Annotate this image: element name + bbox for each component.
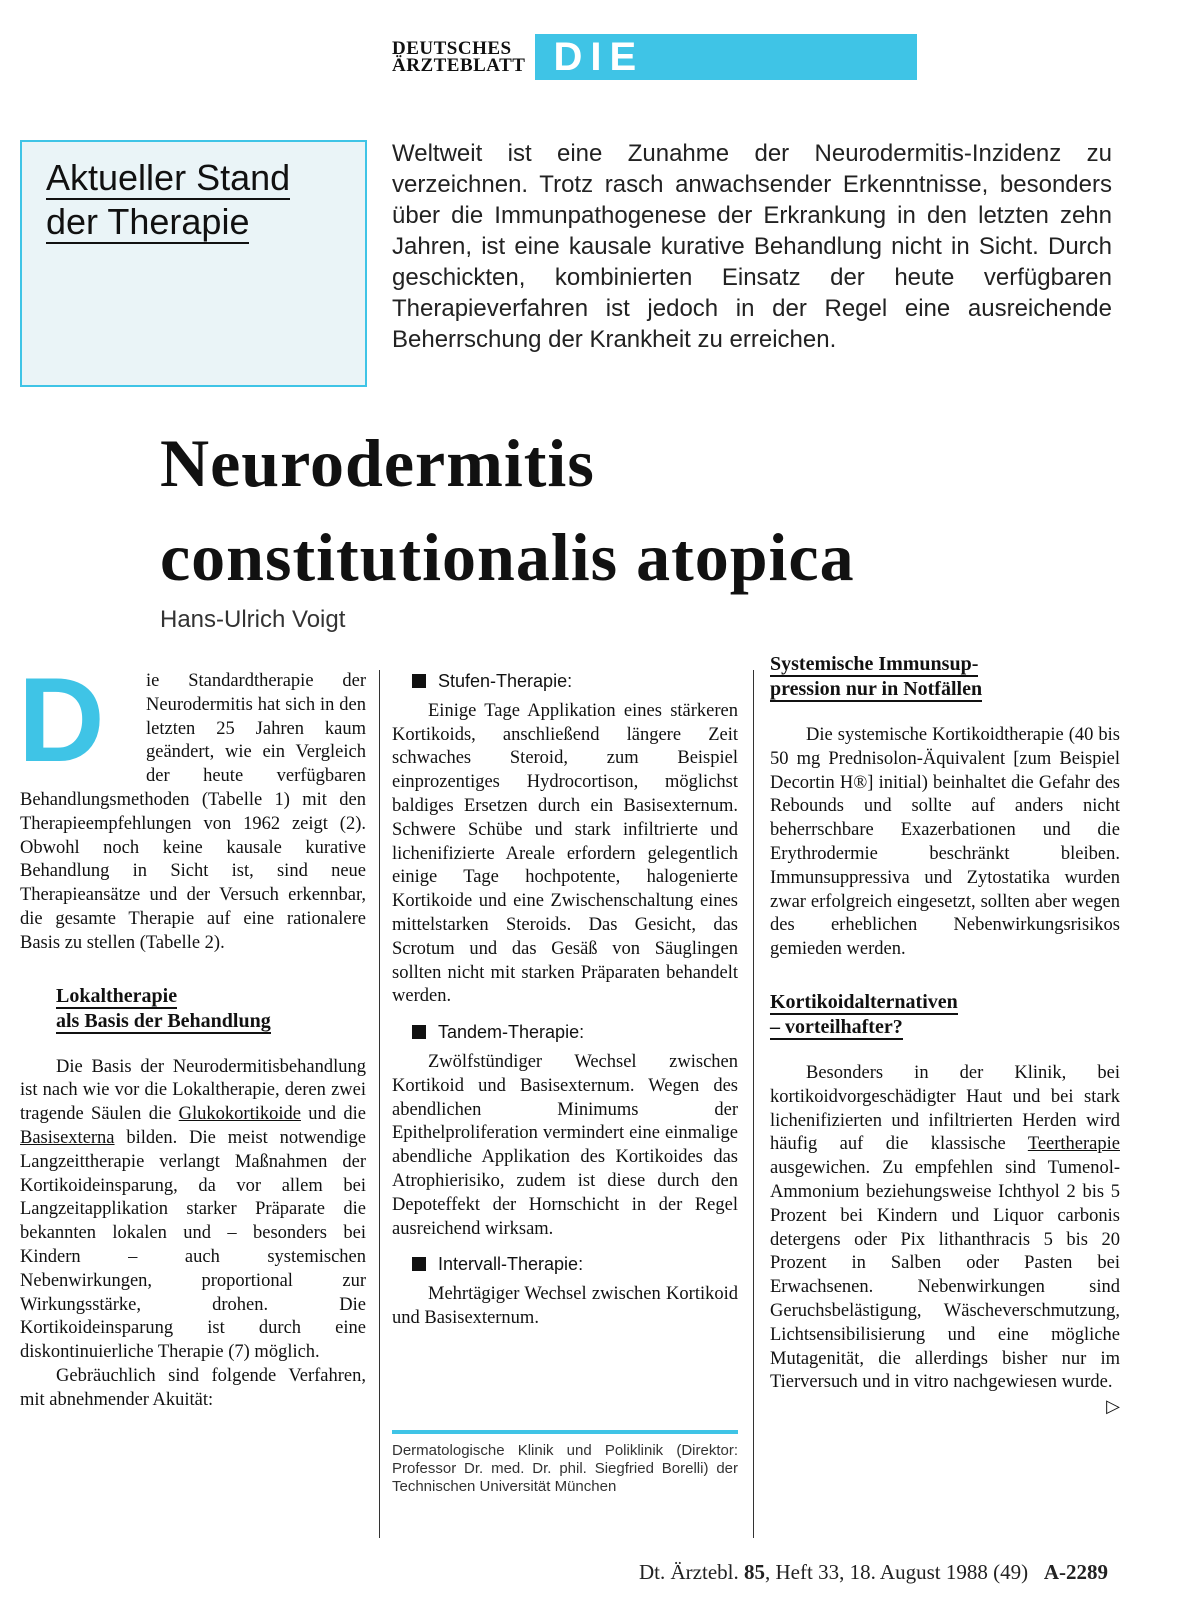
bullet-square-icon: [412, 1025, 426, 1039]
column-divider-2: [753, 670, 754, 1538]
column-2: [392, 670, 738, 1331]
subheading-text: Intervall-Therapie:: [438, 1254, 584, 1275]
paragraph: Mehrtägiger Wechsel zwischen Kortikoid und Basisexternum.: [392, 1284, 738, 1328]
footer-journal: Dt. Ärztebl.: [639, 1560, 744, 1584]
column-divider-1: [379, 670, 380, 1538]
intro-paragraph: Weltweit ist eine Zunahme der Neurodermitis-Inzidenz zu verzeichnen. Trotz rasch anwachsender Erkenntnisse, besonders über die Immunpathogenese der Erkrankung in den letzten zehn Jahren, ist eine kausale kurative Behandlung nicht in Sicht. Durch geschickten, kombinierten Einsatz der heute verfügbaren Therapieverfahren ist jedoch in der Regel eine ausreichende Beherrschung der Krankheit zu erreichen.: [392, 140, 1112, 353]
continue-arrow-icon: ▷: [1106, 1396, 1120, 1417]
lead-text: ie Standardtherapie der Neurodermitis hat sich in den letzten 25 Jahren kaum geändert, wie ein Vergleich der heute verfügbaren Behandlungsmethoden (Tabelle 1) mit den Therapieempfehlungen von 1962 zeigt (2). Obwohl noch keine kausale kurative Behandlung in Sicht ist, sind neue Therapieansätze und der Versuch erkennbar, die gesamte Therapie auf eine rationalere Basis zu stellen (Tabelle 2).: [20, 671, 366, 953]
paragraph: Die systemische Kortikoidtherapie (40 bis 50 mg Prednisolon-Äquivalent [zum Beispiel Decortin H®] initial) beinhaltet die Gefahr des Rebounds und sollte auf anders nicht beherrschbare Exazerbationen und die Erythrodermie beschränkt bleiben. Immunsuppressiva und Zytostatika wurden zwar erfolgreich eingesetzt, sollten aber wegen des erheblichen Nebenwirkungsrisikos gemieden werden.: [770, 725, 1120, 960]
bullet-square-icon: [412, 1257, 426, 1271]
heading-line-1: Kortikoidalternativen: [770, 990, 958, 1013]
section-heading-immunsuppression: [770, 652, 1120, 702]
topic-box: [20, 140, 367, 387]
subheading-text: Tandem-Therapie:: [438, 1022, 585, 1043]
text-run: ausgewichen. Zu empfehlen sind Tumenol-Ammonium beziehungsweise Ichthyol 2 bis 5 Prozent bei Kindern und Liquor carbonis detergens oder Pix lithanthracis 5 bis 20 Prozent in Salben oder Pasten bei Erwachsenen. Nebenwirkungen sind Geruchsbelästigung, Wäscheverschmutzung, Lichtsensibilisierung und eine mögliche Mutagenität, die allerdings bisher nur im Tierversuch und in vitro nachgewiesen wurde.: [770, 1158, 1120, 1393]
author: Hans-Ulrich Voigt: [160, 606, 346, 633]
heading-line-2: pression nur in Notfällen: [770, 678, 983, 700]
drop-cap: D: [18, 653, 105, 787]
heading-line-1: Lokaltherapie: [56, 984, 178, 1007]
keyword-teertherapie: Teertherapie: [1027, 1134, 1120, 1155]
masthead: [392, 34, 917, 125]
article-title: [160, 416, 1120, 604]
affiliation-note: Dermatologische Klinik und Poliklinik (Direktor: Professor Dr. med. Dr. phil. Siegfried Borelli) der Technischen Universität München: [392, 1430, 738, 1496]
paragraph: [20, 1056, 366, 1365]
column-1: [18, 653, 367, 1413]
subheading-text: Stufen-Therapie:: [438, 671, 573, 691]
footer-page-number: A-2289: [1043, 1560, 1108, 1584]
text-run: Besonders in der Klinik, bei kortikoidvorgeschädigter Haut und bei stark lichenifizierten und infiltrierten Herden wird häufig auf die klassische: [770, 1062, 1120, 1155]
section-banner: DIE ÜBERSICHT: [535, 34, 917, 80]
logo-line-2: ÄRZTEBLATT: [392, 55, 526, 76]
subheading-intervall: [392, 1253, 738, 1277]
logo-line-1: DEUTSCHES: [392, 38, 512, 59]
heading-line-2: – vorteilhafter?: [770, 1015, 903, 1038]
footer-volume: 85: [744, 1560, 765, 1584]
topic-line-2: der Therapie: [46, 201, 250, 242]
subheading-tandem: [392, 1021, 738, 1045]
topic-line-1: Aktueller Stand: [46, 157, 291, 198]
bullet-square-icon: [412, 674, 426, 688]
section-heading-kortikoidalternativen: [770, 990, 1120, 1040]
heading-line-1: Systemische Immunsup-: [770, 653, 979, 675]
paragraph: Einige Tage Applikation eines stärkeren Kortikoids, anschließend längere Zeit schwaches Steroid, zum Beispiel einprozentiges Hydrocortison, möglichst baldiges Ersetzen durch ein Basisexternum. Schwere Schübe und stark infiltrierte und lichenifizierte Areale erfordern gelegentlich einige Tage hochpotente, halogenierte Kortikoide und eine Zwischenschaltung eines mittelstarken Steroids. Das Gesicht, das Scrotum und das Gesäß von Säuglingen sollten nicht mit starken Präparaten behandelt werden.: [392, 700, 738, 1007]
title-line-2: constitutionalis atopica: [160, 519, 855, 595]
text-run: Die Basis der Neurodermitisbehandlung ist nach wie vor die Lokaltherapie, deren zwei tragende Säulen die: [20, 1056, 366, 1125]
topic-heading: [46, 156, 341, 244]
footer-issue: , Heft 33, 18. August 1988 (49): [765, 1560, 1029, 1584]
keyword-basisexterna: Basisexterna: [20, 1127, 115, 1148]
heading-line-2: als Basis der Behandlung: [56, 1009, 271, 1032]
section-heading-lokaltherapie: [20, 984, 366, 1034]
text-run: bilden. Die meist notwendige Langzeittherapie verlangt Maßnahmen der Kortikoideinsparung, da vor allem bei Langzeitapplikation starker Präparate die bekannten lokalen und – besonders bei Kindern – auch systemischen Nebenwirkungen, proportional zur Wirkungsstärke, drohen. Die Kortikoideinsparung ist durch eine diskontinuierliche Therapie (7) möglich.: [20, 1127, 366, 1363]
journal-logo: [392, 40, 525, 74]
column-3: [770, 653, 1120, 1419]
paragraph: Zwölfstündiger Wechsel zwischen Kortikoid und Basisexternum. Wegen des abendlichen Minimums der Epithelproliferation vermindert eine einmalige abendliche Applikation des Kortikoides das Atrophierisiko, zudem ist diese durch den Depoteffekt der Hornschicht in der Regel ausreichend wirksam.: [392, 1051, 738, 1239]
subheading-stufen: [392, 670, 738, 694]
keyword-glukokortikoide: Glukokortikoide: [178, 1104, 301, 1125]
paragraph: Gebräuchlich sind folgende Verfahren, mit abnehmender Akuität:: [20, 1365, 366, 1410]
title-line-1: Neurodermitis: [160, 425, 595, 501]
text-run: und die: [300, 1104, 367, 1125]
paragraph: [770, 1062, 1120, 1417]
page-footer: [639, 1560, 1108, 1585]
lead-paragraph: [18, 653, 366, 956]
